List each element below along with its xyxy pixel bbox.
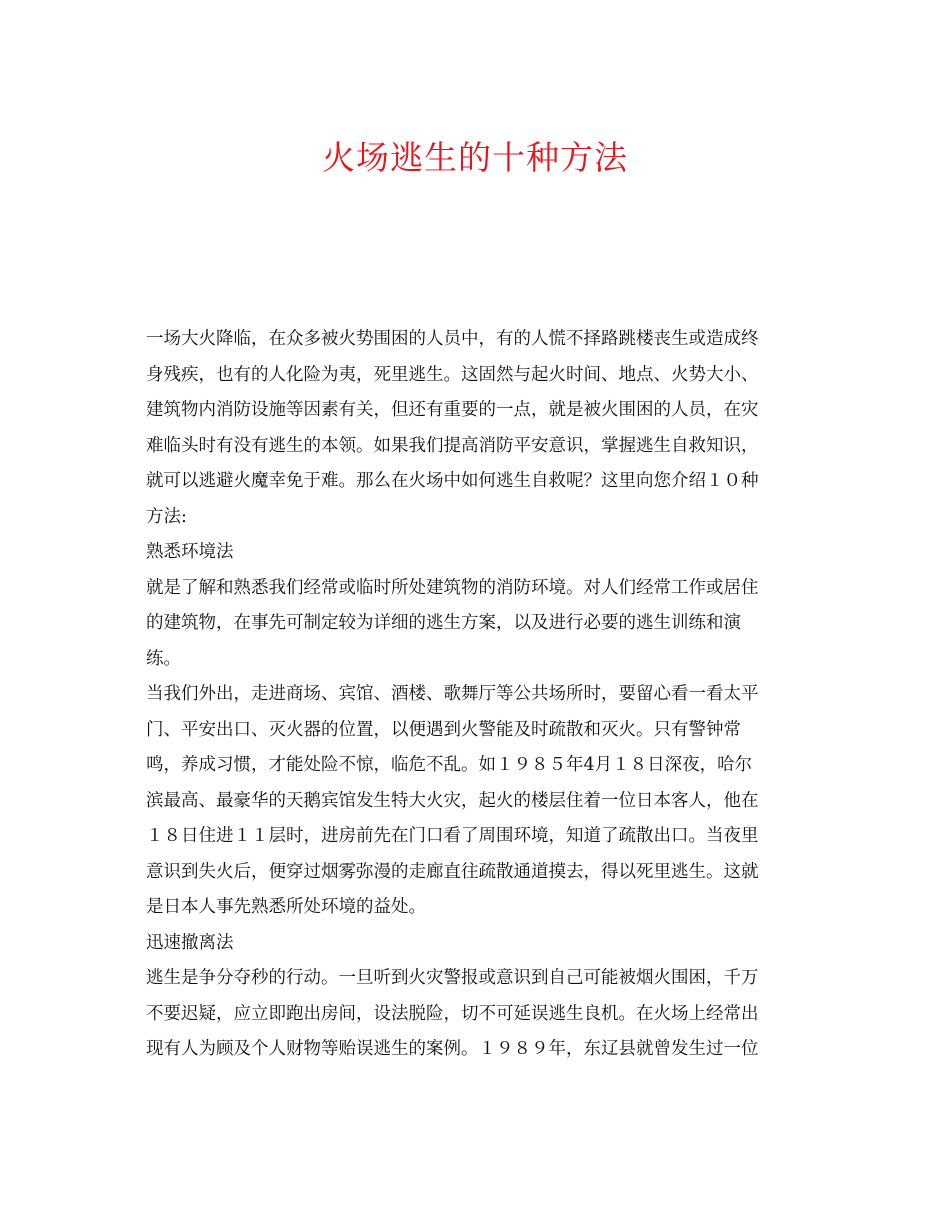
- section-heading: 迅速撤离法: [146, 932, 234, 953]
- text-line: 建筑物内消防设施等因素有关，但还有重要的一点，就是被火围困的人员，在灾: [146, 400, 759, 420]
- text-line: 练。: [146, 648, 181, 669]
- text-line: １８日住进１１层时，进房前先在门口看了周围环境，知道了疏散出口。当夜里: [146, 826, 759, 846]
- text-line: 就可以逃避火魔幸免于难。那么在火场中如何逃生自救呢？这里向您介绍１０种: [146, 471, 759, 491]
- document-body: [146, 322, 810, 1068]
- section-paragraph: [146, 677, 810, 926]
- section-paragraph: [146, 961, 810, 1068]
- text-line: 逃生是争分夺秒的行动。一旦听到火灾警报或意识到自己可能被烟火围困，千万: [146, 968, 759, 988]
- section-heading: 熟悉环境法: [146, 542, 234, 562]
- text-line: 现有人为顾及个人财物等贻误逃生的案例。１９８９年，东辽县就曾发生过一位: [146, 1039, 759, 1059]
- text-line: 方法:: [146, 506, 187, 527]
- text-line: 意识到失火后，便穿过烟雾弥漫的走廊直往疏散通道摸去，得以死里逃生。这就: [146, 861, 759, 882]
- text-line: 鸣，养成习惯，才能处险不惊，临危不乱。如１９８５年4月１８日深夜，哈尔: [146, 755, 753, 775]
- document-title: 火场逃生的十种方法: [322, 138, 628, 177]
- text-line: 难临头时有没有逃生的本领。如果我们提高消防平安意识，掌握逃生自救知识，: [146, 435, 759, 456]
- text-line: 门、平安出口、灭火器的位置，以便遇到火警能及时疏散和灭火。只有警钟常: [146, 719, 741, 740]
- text-line: 不要迟疑，应立即跑出房间，设法脱险，切不可延误逃生良机。在火场上经常出: [146, 1003, 759, 1024]
- intro-paragraph: [146, 322, 810, 535]
- text-line: 滨最高、最豪华的天鹅宾馆发生特大火灾，起火的楼层住着一位日本客人，他在: [146, 790, 759, 811]
- text-line: 当我们外出，走进商场、宾馆、酒楼、歌舞厅等公共场所时，要留心看一看太平: [146, 684, 759, 704]
- text-line: 一场大火降临，在众多被火势围困的人员中，有的人慌不择路跳楼丧生或造成终: [146, 329, 759, 349]
- text-line: 是日本人事先熟悉所处环境的益处。: [146, 897, 426, 917]
- text-line: 的建筑物，在事先可制定较为详细的逃生方案，以及进行必要的逃生训练和演: [146, 613, 741, 633]
- text-line: 就是了解和熟悉我们经常或临时所处建筑物的消防环境。对人们经常工作或居住: [146, 577, 759, 598]
- text-line: 身残疾，也有的人化险为夷，死里逃生。这固然与起火时间、地点、火势大小、: [146, 364, 759, 385]
- section-paragraph: [146, 571, 810, 678]
